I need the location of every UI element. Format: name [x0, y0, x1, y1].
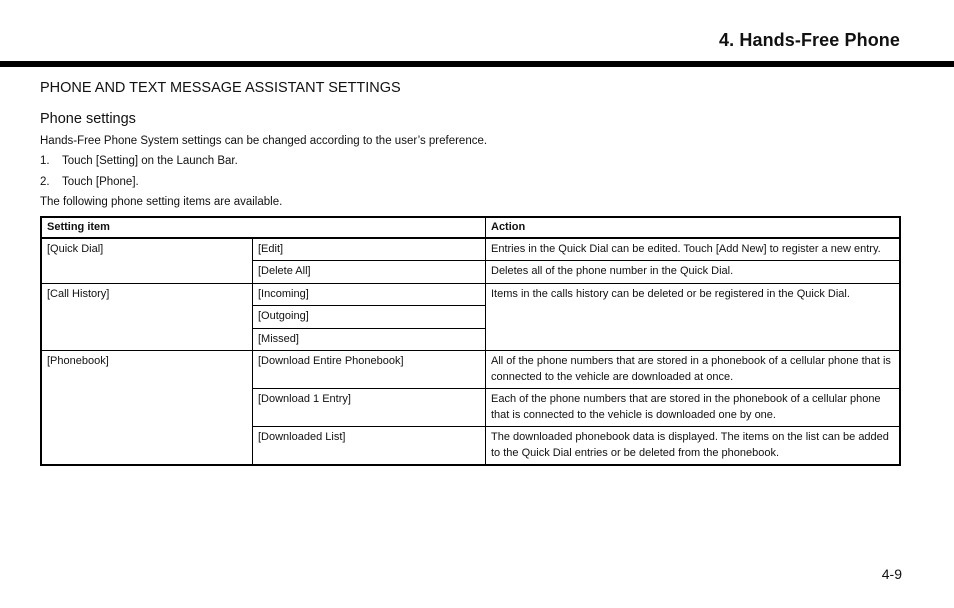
step-number: 1. [40, 155, 50, 167]
action-cell: Items in the calls history can be deleted or be registered in the Quick Dial. [486, 283, 901, 351]
step-item [40, 176, 139, 188]
action-cell: Entries in the Quick Dial can be edited. Touch [Add New] to register a new entry. [486, 238, 901, 261]
sub-item-cell: [Download 1 Entry] [253, 389, 486, 427]
header-setting-item: Setting item [41, 217, 486, 238]
phone-settings-table [40, 216, 901, 466]
sub-item-cell: [Download Entire Phonebook] [253, 351, 486, 389]
subsection-heading: Phone settings [40, 111, 136, 127]
step-text: Touch [Phone]. [62, 176, 139, 188]
sub-item-cell: [Incoming] [253, 283, 486, 306]
intro-text: Hands-Free Phone System settings can be changed according to the user’s preference. [40, 135, 488, 147]
step-number: 2. [40, 176, 50, 188]
table-header-row [41, 217, 900, 238]
setting-item-cell: [Call History] [41, 283, 253, 351]
sub-item-cell: [Downloaded List] [253, 427, 486, 466]
section-heading: PHONE AND TEXT MESSAGE ASSISTANT SETTINGS [40, 80, 401, 96]
step-item [40, 155, 238, 167]
sub-item-cell: [Delete All] [253, 261, 486, 284]
action-cell: The downloaded phonebook data is displayed. The items on the list can be added to the Quick Dial entries or be deleted from the phonebook. [486, 427, 901, 466]
sub-item-cell: [Edit] [253, 238, 486, 261]
sub-item-cell: [Outgoing] [253, 306, 486, 329]
action-cell: Each of the phone numbers that are stored in the phonebook of a cellular phone that is connected to the vehicle is downloaded one by one. [486, 389, 901, 427]
available-items-text: The following phone setting items are available. [40, 196, 283, 208]
sub-item-cell: [Missed] [253, 328, 486, 351]
table-row [41, 238, 900, 261]
table-row [41, 351, 900, 389]
action-cell: All of the phone numbers that are stored in a phonebook of a cellular phone that is connected to the vehicle are downloaded at once. [486, 351, 901, 389]
header-action: Action [486, 217, 901, 238]
step-text: Touch [Setting] on the Launch Bar. [62, 155, 238, 167]
setting-item-cell: [Phonebook] [41, 351, 253, 466]
setting-item-cell: [Quick Dial] [41, 238, 253, 284]
table-row [41, 283, 900, 306]
action-cell: Deletes all of the phone number in the Quick Dial. [486, 261, 901, 284]
page-number: 4-9 [881, 566, 902, 582]
header-rule [0, 61, 954, 67]
chapter-title: 4. Hands-Free Phone [719, 30, 900, 50]
